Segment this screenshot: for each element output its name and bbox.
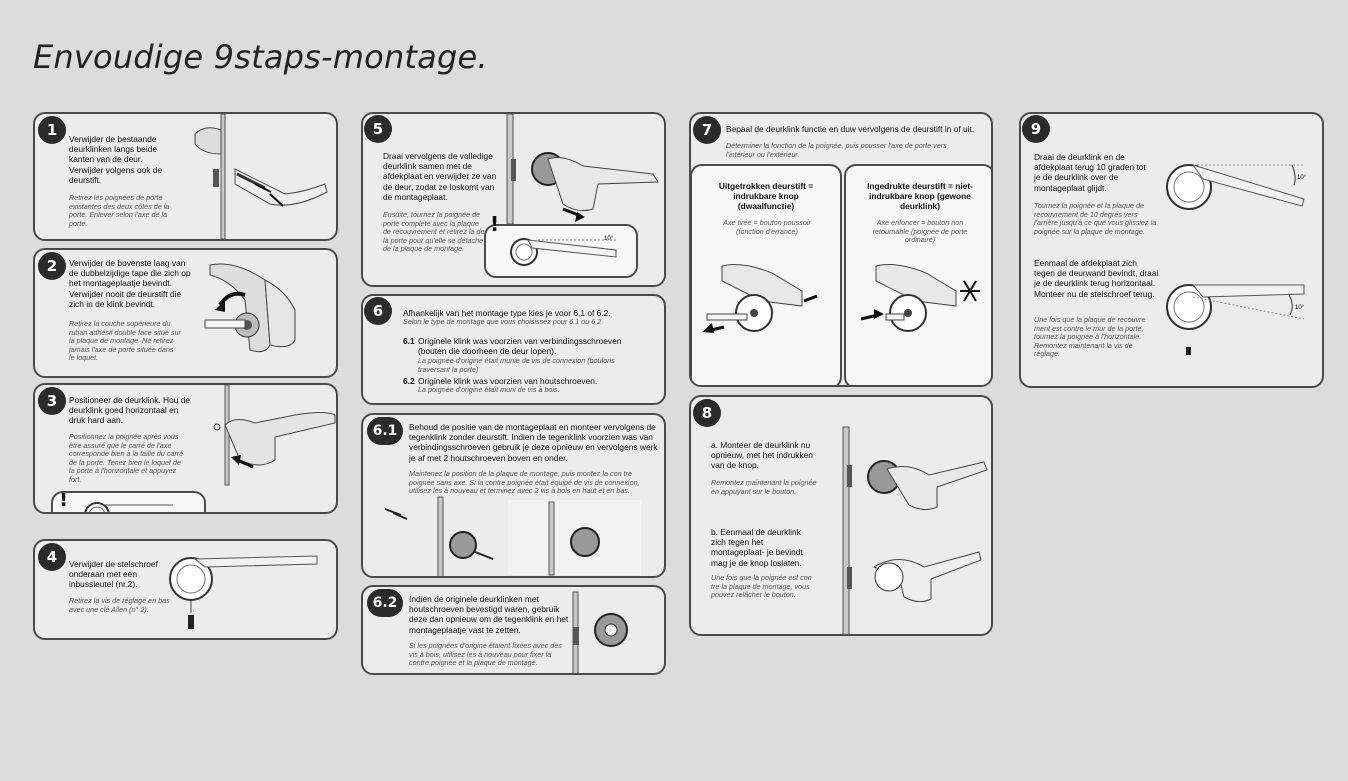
step-text-fr: Déterminer la fonction de la poignée, puis pousser l'axe de porte vers l'intérieur ou l'extérieur. [726,141,947,159]
step-badge: 4 [38,543,66,571]
step-text: Behoud de positie van de montageplaat en monteer vervolgens de tegenklink zonder deurstift. Indien de tegenklink voorzien was van verbindingsschroeven gebruik je deze opnieuw en vervolgens werk je af met 2 houtschroeven boven en onder. [409,422,658,463]
step-text: a. Monteer de deurklink nu opnieuw, met het indrukken van de knop. [711,440,813,471]
warning-icon: ! [59,491,69,511]
option-number: 6.1 [403,336,415,346]
step-text: Positioneer de deurklink. Hou de deurklink goed horizontaal en druk hard aan. [69,395,191,426]
rotation-angle-illustration [486,226,636,276]
angle-label: 10° [1297,175,1307,181]
step-text-fr: Une fois que la poignée est con tre la plaque de montage, vous pouvez relâcher le bouton. [711,573,812,600]
step-badge: 1 [38,116,66,144]
step-text-fr: Une fois que la plaque de recouvre ment est contre le mur de la porte, tournez la poignée à l'horizontale. Remontez maintenant la vis de réglage. [1034,315,1146,359]
step-text-fr: Retirez la vis de réglage en bas avec une clé Allen (n° 2). [69,596,170,614]
step-text-fr: Si les poignées d'origine étaient fixées avec des vis à bois, utilisez les à nouveau pour fixer la contre poignée et la plaque de montage. [409,641,562,668]
step-text-fr: Selon le type de montage que vous choisissez pour 6.1 ou 6.2 [403,317,602,326]
step-text: Indien de originele deurklinken met houtschroeven bevestigd waren, gebruik deze dan opnieuw om de tegenklink en het montageplaatje vast te zetten. [409,594,569,635]
option-text-fr: La poignée d'origine était munie de vis de connexion (boulons traversant la porte) [418,356,615,374]
step-text: Draai de deurklink en de afdekplaat terug 10 graden tot je de deurklink over de montageplaat glijdt. [1034,152,1146,193]
step-text-fr: Retirez la couche supérieure du ruban adhésif double face situé sur la plaque de montage. Ne retirez jamais l'axe de porte située dans le loquet. [69,319,181,363]
alignment-detail-box [51,491,206,514]
step-text: Verwijder de bestaande deurklinken langs beide kanten van de deur. Verwijder volgens ook de deurstift. [69,134,163,185]
step-badge: 3 [38,387,66,415]
step-text-fr: Remontez maintenant la poignée en appuyant sur le bouton. [711,478,817,496]
door-handle-removal-illustration [175,114,335,239]
push-in-pin-illustration [856,261,991,341]
option-title: Ingedrukte deurstift = niet-indrukbare knop (gewone deurklink) [867,181,973,212]
rotate-back-illustration [1159,149,1324,364]
step-6-card [361,294,666,405]
step-text-fr: Maintenez la position de la plaque de montage, puis montez la con tre poignée sans axe. Si la contre poignée était équipé de vis de connexion, utilisez les à nouveau et terminez avec 2 vis à bois en haut et en bas. [409,469,640,496]
step-badge: 7 [693,116,721,144]
rotation-detail-box [484,224,638,278]
option-text-fr: Axe tirée = bouton poussoir (fonction d'errance) [723,218,811,236]
step-text: Verwijder de stelschroef onderaan met een inbussleutel (nr.2). [69,559,158,590]
step-text: Verwijder de bovenste laag van de dubbelzijdige tape die zich op het montageplaatje bevindt. Verwijder nooit de deurstift die zich in de klink bevindt. [69,258,191,309]
step-9-card [1019,112,1324,388]
step-badge: 6.2 [367,589,403,617]
step-3-card [33,383,338,514]
option-text: Originele klink was voorzien van houtschroeven. [418,376,598,386]
step-8-card [689,395,993,636]
step-text-fr: Retirez les poignées de porte existantes des deux côtés de la porte. Enlever selon l'axe de la porte. [69,193,170,228]
warning-icon: ! [490,212,500,236]
pull-out-pin-illustration [702,261,837,341]
step-text: b. Eenmaal de deurklink zich tegen het montageplaat- je bevindt mag je de knop loslaten. [711,527,803,568]
option-b-box [844,164,993,387]
step-2-card [33,248,338,378]
step-badge: 5 [364,115,392,143]
remount-handle-illustration [839,427,993,636]
option-text: Originele klink was voorzien van verbindingsschroeven (bouten die doorheen de deur lopen). [418,336,622,357]
step-4-card [33,539,338,640]
step-6-1-card [361,413,666,578]
mounting-plate-illustration [195,250,338,378]
option-title: Uitgetrokken deurstift = indrukbare knop (dwaalfunctie) [718,181,814,212]
step-text: Afhankelijk van het montage type kies je voor 6.1 of 6.2. [403,308,611,318]
step-5-card [361,112,666,287]
counter-handle-screws-illustration [363,497,663,577]
angle-label: 10° [604,236,614,242]
step-text: Draai vervolgens de volledige deurklink samen met de afdekplaat en verwijder ze van de deur, zodat ze loskomt van de montageplaat. [383,151,497,202]
step-7-card [689,112,993,387]
alignment-detail-illustration [53,493,203,514]
step-badge: 6 [364,297,392,325]
step-6-2-card [361,585,666,675]
set-screw-removal-illustration [165,541,338,639]
step-badge: 6.1 [367,417,403,445]
step-badge: 2 [38,252,66,280]
option-text-fr: La poignée d'origine était muni de vis à bois. [418,385,560,394]
step-text-fr: Ensuite, tournez la poignée de porte complète avec la plaque de recouvrement et retirez la de la porte pour qu'elle se détache de la plaque de montage. [383,210,485,254]
step-badge: 9 [1022,115,1050,143]
option-a-box [690,164,842,387]
step-text: Bepaal de deurklink functie en duw vervolgens de deurstift in of uit. [726,124,975,134]
handle-positioning-illustration [195,385,338,485]
page-title: Envoudige 9staps-montage. [33,38,488,76]
handle-rotate-illustration [503,114,666,224]
step-text: Eenmaal de afdekplaat zich tegen de deurwand bevindt, draai je de deurklink terug horizontaal. Monteer nu de stelschroef terug. [1034,258,1159,299]
option-number: 6.2 [403,376,415,386]
option-text-fr: Axe enfoncer = bouton non retournable (poignée de porte ordinaire) [872,218,968,245]
wood-screws-illustration [563,592,663,674]
step-text-fr: Tournez la poignée et la plaque de recouvrement de 10 degrés vers l'arrière jusqu'à ce que vous glissiez la poignée sur la plaque de montage. [1034,201,1157,236]
step-1-card [33,112,338,241]
step-badge: 8 [693,399,721,427]
angle-label: 10° [1295,305,1305,311]
step-text-fr: Positionnez la poignée après vous être assuré que le carré de l'axe corresponde bien à la taille du carré de la porte. Tenez bien le loquet de la porte à l'horizontale et appuyez fort. [69,432,184,484]
